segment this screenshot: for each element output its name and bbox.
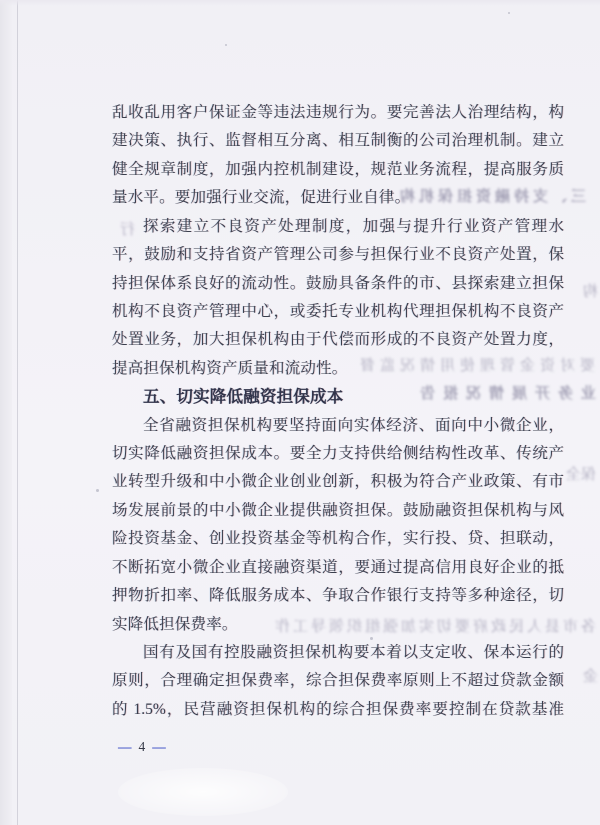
text-line: 国有及国有控股融资担保机构要本着以支定收、保本运行的 (143, 644, 564, 662)
bleedthrough-text: 各市县人民政府要切实加强组织领导工作 (271, 619, 596, 635)
text-line: 探索建立不良资产处理制度，加强与提升行业资产管理水 (143, 217, 564, 235)
bleedthrough-fragment: 金 (582, 669, 598, 685)
bleedthrough-fragment: 构 (582, 284, 598, 300)
bleedthrough-fragment: 行 (119, 222, 135, 238)
text-line: 场发展前景的中小微企业提供融资担保。鼓励融资担保机构与风 (112, 501, 564, 519)
page-number (118, 739, 166, 755)
text-line: 处置业务，加大担保机构由于代偿而形成的不良资产处置力度， (112, 331, 564, 349)
text-line: 平，鼓励和支持省资产管理公司参与担保行业不良资产处置，保 (112, 246, 564, 264)
bleedthrough-fragment: 保全 (565, 467, 596, 483)
scan-left-edge (0, 0, 12, 825)
scan-top-shadow (0, 0, 600, 6)
text-line: 切实降低融资担保成本。要全力支持供给侧结构性改革、传统产 (112, 445, 564, 463)
text-line: 不断拓宽小微企业直接融资渠道，要通过提高信用良好企业的抵 (112, 558, 564, 576)
scan-speck (508, 12, 510, 14)
scan-left-fold-line (17, 0, 18, 825)
text-line: 原则，合理确定担保费率，综合担保费率原则上不超过贷款金额 (112, 672, 564, 690)
text-line: 健全规章制度，加强内控机制建设，规范业务流程，提高服务质 (112, 160, 564, 178)
page-number-value: 4 (138, 739, 146, 754)
text-line: 的 1.5%，民营融资担保机构的综合担保费率要控制在贷款基准 (112, 700, 564, 718)
text-line: 机构不良资产管理中心，或委托专业机构代理担保机构不良资产 (112, 302, 564, 320)
body-text (112, 99, 564, 724)
text-line: 持担保体系良好的流动性。鼓励具备条件的市、县探索建立担保 (112, 274, 564, 292)
text-line: 实降低担保费率。 (112, 615, 238, 633)
bleedthrough-text: 要对资金管理使用情况监督 (354, 358, 595, 374)
text-line: 乱收乱用客户保证金等违法违规行为。要完善法人治理结构，构 (112, 104, 564, 121)
text-line: 量水平。要加强行业交流，促进行业自律。 (112, 189, 411, 207)
text-line: 业转型升级和中小微企业创业创新，积极为符合产业政策、有市 (112, 473, 564, 491)
scan-white-blob (118, 768, 288, 816)
scan-speck (225, 44, 227, 46)
page-number-dash: — (152, 739, 166, 754)
page-number-dash: — (118, 739, 132, 754)
bleedthrough-text: 业务开展情况报告 (411, 386, 596, 402)
scan-speck (96, 489, 99, 492)
text-line: 全省融资担保机构要坚持面向实体经济、面向中小微企业， (143, 416, 564, 434)
bleedthrough-text: 三、支持融资担保机构 (396, 189, 586, 205)
text-line: 险投资基金、创业投资基金等机构合作，实行投、贷、担联动， (112, 530, 564, 548)
section-heading: 五、切实降低融资担保成本 (143, 387, 344, 407)
text-line: 建决策、执行、监督相互分离、相互制衡的公司治理机制。建立 (112, 132, 564, 150)
text-line: 押物折扣率、降低服务成本、争取合作银行支持等多种途径，切 (112, 587, 564, 605)
text-line: 提高担保机构资产质量和流动性。 (112, 359, 348, 377)
